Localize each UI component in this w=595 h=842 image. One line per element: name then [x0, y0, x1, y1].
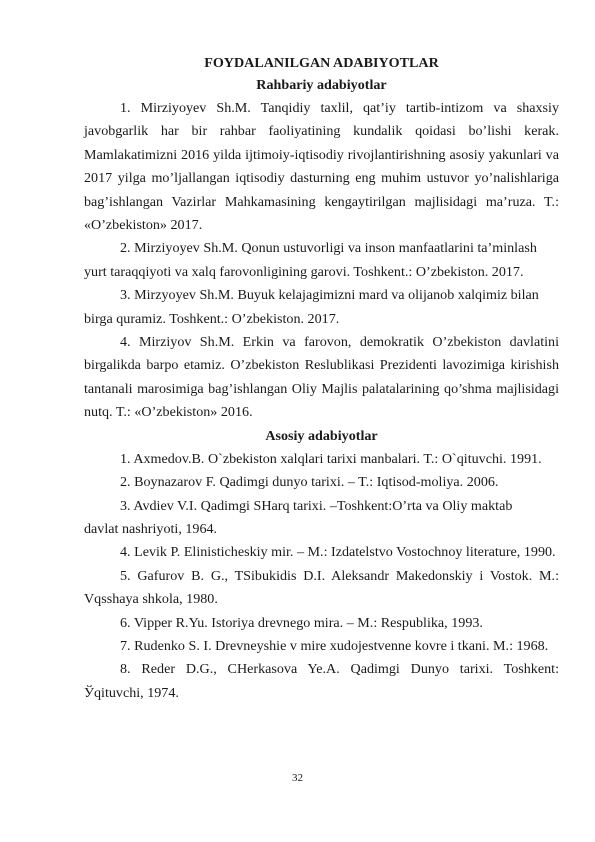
reference-item: 7. Rudenko S. I. Drevneyshie v mire xudojestvenne kovre i tkani. M.: 1968. [120, 637, 549, 654]
reference-item: 6. Vipper R.Yu. Istoriya drevnego mira. – M.: Respublika, 1993. [120, 614, 483, 631]
reference-item-line: yurt taraqqiyoti va xalq farovonligining garovi. Toshkent.: O’zbekiston. 2017. [84, 263, 524, 280]
reference-item: 4. Mirziyov Sh.M. Erkin va farovon, demokratik O’zbekiston davlatini birgalikda barpo etamiz. O’zbekiston Reslublikasi Prezidenti lavozimiga kirishish tantanali marosimiga bag’ishlangan Oliy Majlis palatalarining qo’shma majlisidagi nutq. T.: «O’zbekiston» 2016. [84, 334, 559, 421]
reference-item: 5. Gafurov B. G., TSibukidis D.I. Aleksandr Makedonskiy i Vostok. M.: Vqsshaya shkola, 1980. [84, 567, 559, 608]
reference-item: 8. Reder D.G., CHerkasova Ye.A. Qadimgi Dunyo tarixi. Toshkent: Ўqituvchi, 1974. [84, 661, 559, 701]
reference-item: 1. Axmedov.B. O`zbekiston xalqlari tarixi manbalari. T.: O`qituvchi. 1991. [120, 450, 542, 467]
reference-item: 1. Mirziyoyev Sh.M. Tanqidiy taxlil, qat’iy tartib-intizom va shaxsiy javobgarlik har bir rahbar faoliyatining kundalik qoidasi bo’lishi kerak. Mamlakatimizni 2016 yilda ijtimoiy-iqtisodiy rivojlantirishning asosiy yakunlari va 2017 yilga mo’ljallangan iqtisodiy dasturning eng muhim ustuvor yo’nalishlariga bag’ishlangan Vazirlar Mahkamasining kengaytirilgan majlisidagi ma’ruza. T.: «O’zbekiston» 2017. [84, 100, 559, 234]
reference-item-line: 3. Avdiev V.I. Qadimgi SHarq tarixi. –Toshkent:O’rta va Oliy maktab [120, 497, 513, 514]
page-number: 32 [292, 772, 303, 784]
reference-item: 2. Boynazarov F. Qadimgi dunyo tarixi. – T.: Iqtisod-moliya. 2006. [120, 474, 499, 491]
page-title: FOYDALANILGAN ADABIYOTLAR [204, 55, 439, 71]
reference-item-line: davlat nashriyoti, 1964. [84, 520, 218, 537]
section-heading-rahbariy: Rahbariy adabiyotlar [256, 77, 387, 93]
reference-item-line: 2. Mirziyoyev Sh.M. Qonun ustuvorligi va inson manfaatlarini ta’minlash [120, 240, 537, 257]
reference-item: 4. Levik P. Elinisticheskiy mir. – M.: Izdatelstvo Vostochnoy literature, 1990. [120, 544, 556, 561]
reference-item-line: 3. Mirzyoyev Sh.M. Buyuk kelajagimizni mard va olijanob xalqimiz bilan [120, 287, 539, 304]
reference-item-line: birga quramiz. Toshkent.: O’zbekiston. 2017. [84, 310, 340, 327]
section-heading-asosiy: Asosiy adabiyotlar [265, 427, 378, 444]
page-content [84, 53, 559, 705]
